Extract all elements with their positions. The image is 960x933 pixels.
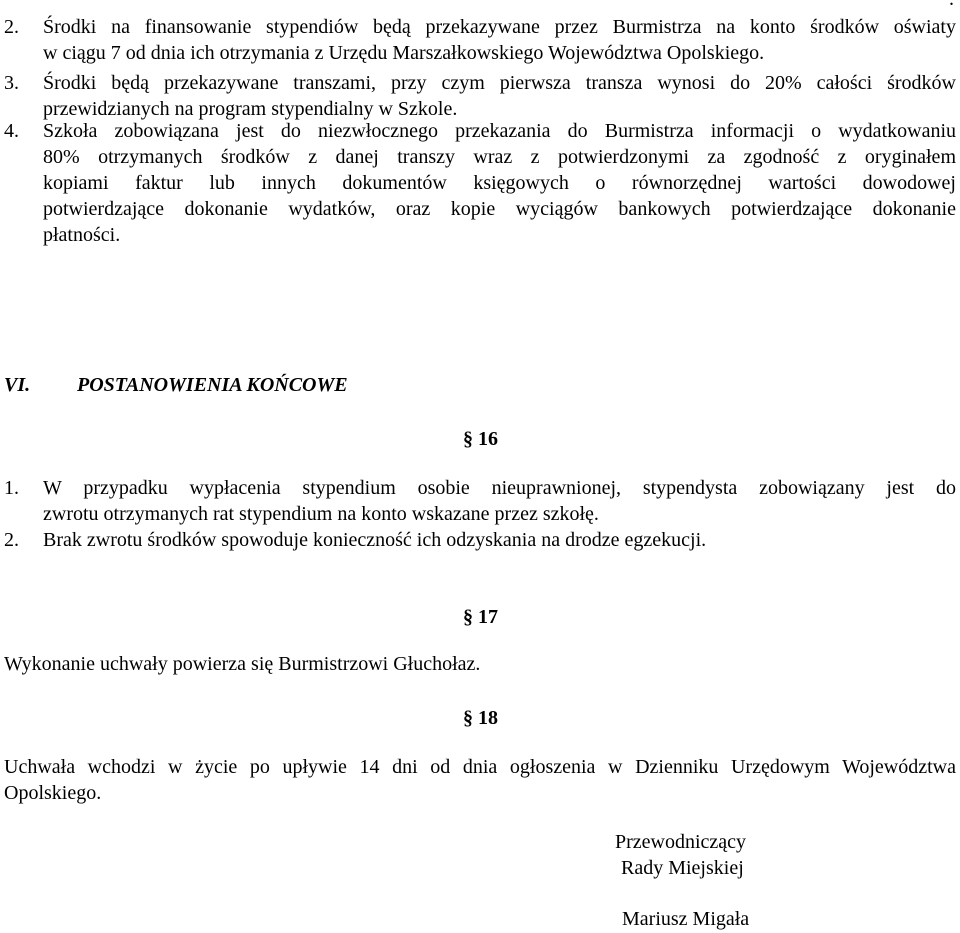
paragraph-text: Opolskiego. [4, 782, 102, 804]
signature-name: Mariusz Migała [622, 908, 750, 930]
item-line: Szkoła zobowiązana jest do niezwłocznego przekazania do Burmistrza informacji o wydatkowaniu [43, 120, 956, 142]
item-line: płatności. [43, 224, 121, 246]
signature-role: Przewodniczący [615, 831, 747, 853]
item-number: 4. [4, 120, 19, 142]
item-line: 80% otrzymanych środków z danej transzy wraz z potwierdzonymi za zgodność z oryginałem [43, 146, 956, 168]
item-line: Środki będą przekazywane transzami, przy czym pierwsza transza wynosi do 20% całości środków [43, 72, 956, 94]
item-line: w ciągu 7 od dnia ich otrzymania z Urzędu Marszałkowskiego Województwa Opolskiego. [43, 42, 765, 64]
paragraph-text: Uchwała wchodzi w życie po upływie 14 dni od dnia ogłoszenia w Dzienniku Urzędowym Województwa [4, 756, 956, 778]
item-line: W przypadku wypłacenia stypendium osobie nieuprawnionej, stypendysta zobowiązany jest do [43, 477, 956, 499]
item-line: Brak zwrotu środków spowoduje konieczność ich odzyskania na drodze egzekucji. [43, 529, 707, 551]
page-marker-dot [949, 0, 954, 11]
section-title: POSTANOWIENIA KOŃCOWE [77, 374, 348, 396]
item-line: przewidzianych na program stypendialny w Szkole. [43, 98, 458, 120]
item-number: 1. [4, 477, 19, 499]
signature-role: Rady Miejskiej [621, 857, 744, 879]
paragraph-number: § 17 [463, 606, 498, 628]
item-number: 2. [4, 529, 19, 551]
item-line: potwierdzające dokonanie wydatków, oraz kopie wyciągów bankowych potwierdzające dokonanie [43, 198, 956, 220]
paragraph-number: § 16 [463, 428, 498, 450]
section-number: VI. [4, 374, 31, 396]
item-line: kopiami faktur lub innych dokumentów księgowych o równorzędnej wartości dowodowej [43, 172, 956, 194]
item-line: zwrotu otrzymanych rat stypendium na konto wskazane przez szkołę. [43, 503, 599, 525]
item-number: 2. [4, 16, 19, 38]
item-line: Środki na finansowanie stypendiów będą przekazywane przez Burmistrza na konto środków oświaty [43, 16, 956, 38]
paragraph-text: Wykonanie uchwały powierza się Burmistrzowi Głuchołaz. [4, 653, 481, 675]
paragraph-number: § 18 [463, 707, 498, 729]
item-number: 3. [4, 72, 19, 94]
